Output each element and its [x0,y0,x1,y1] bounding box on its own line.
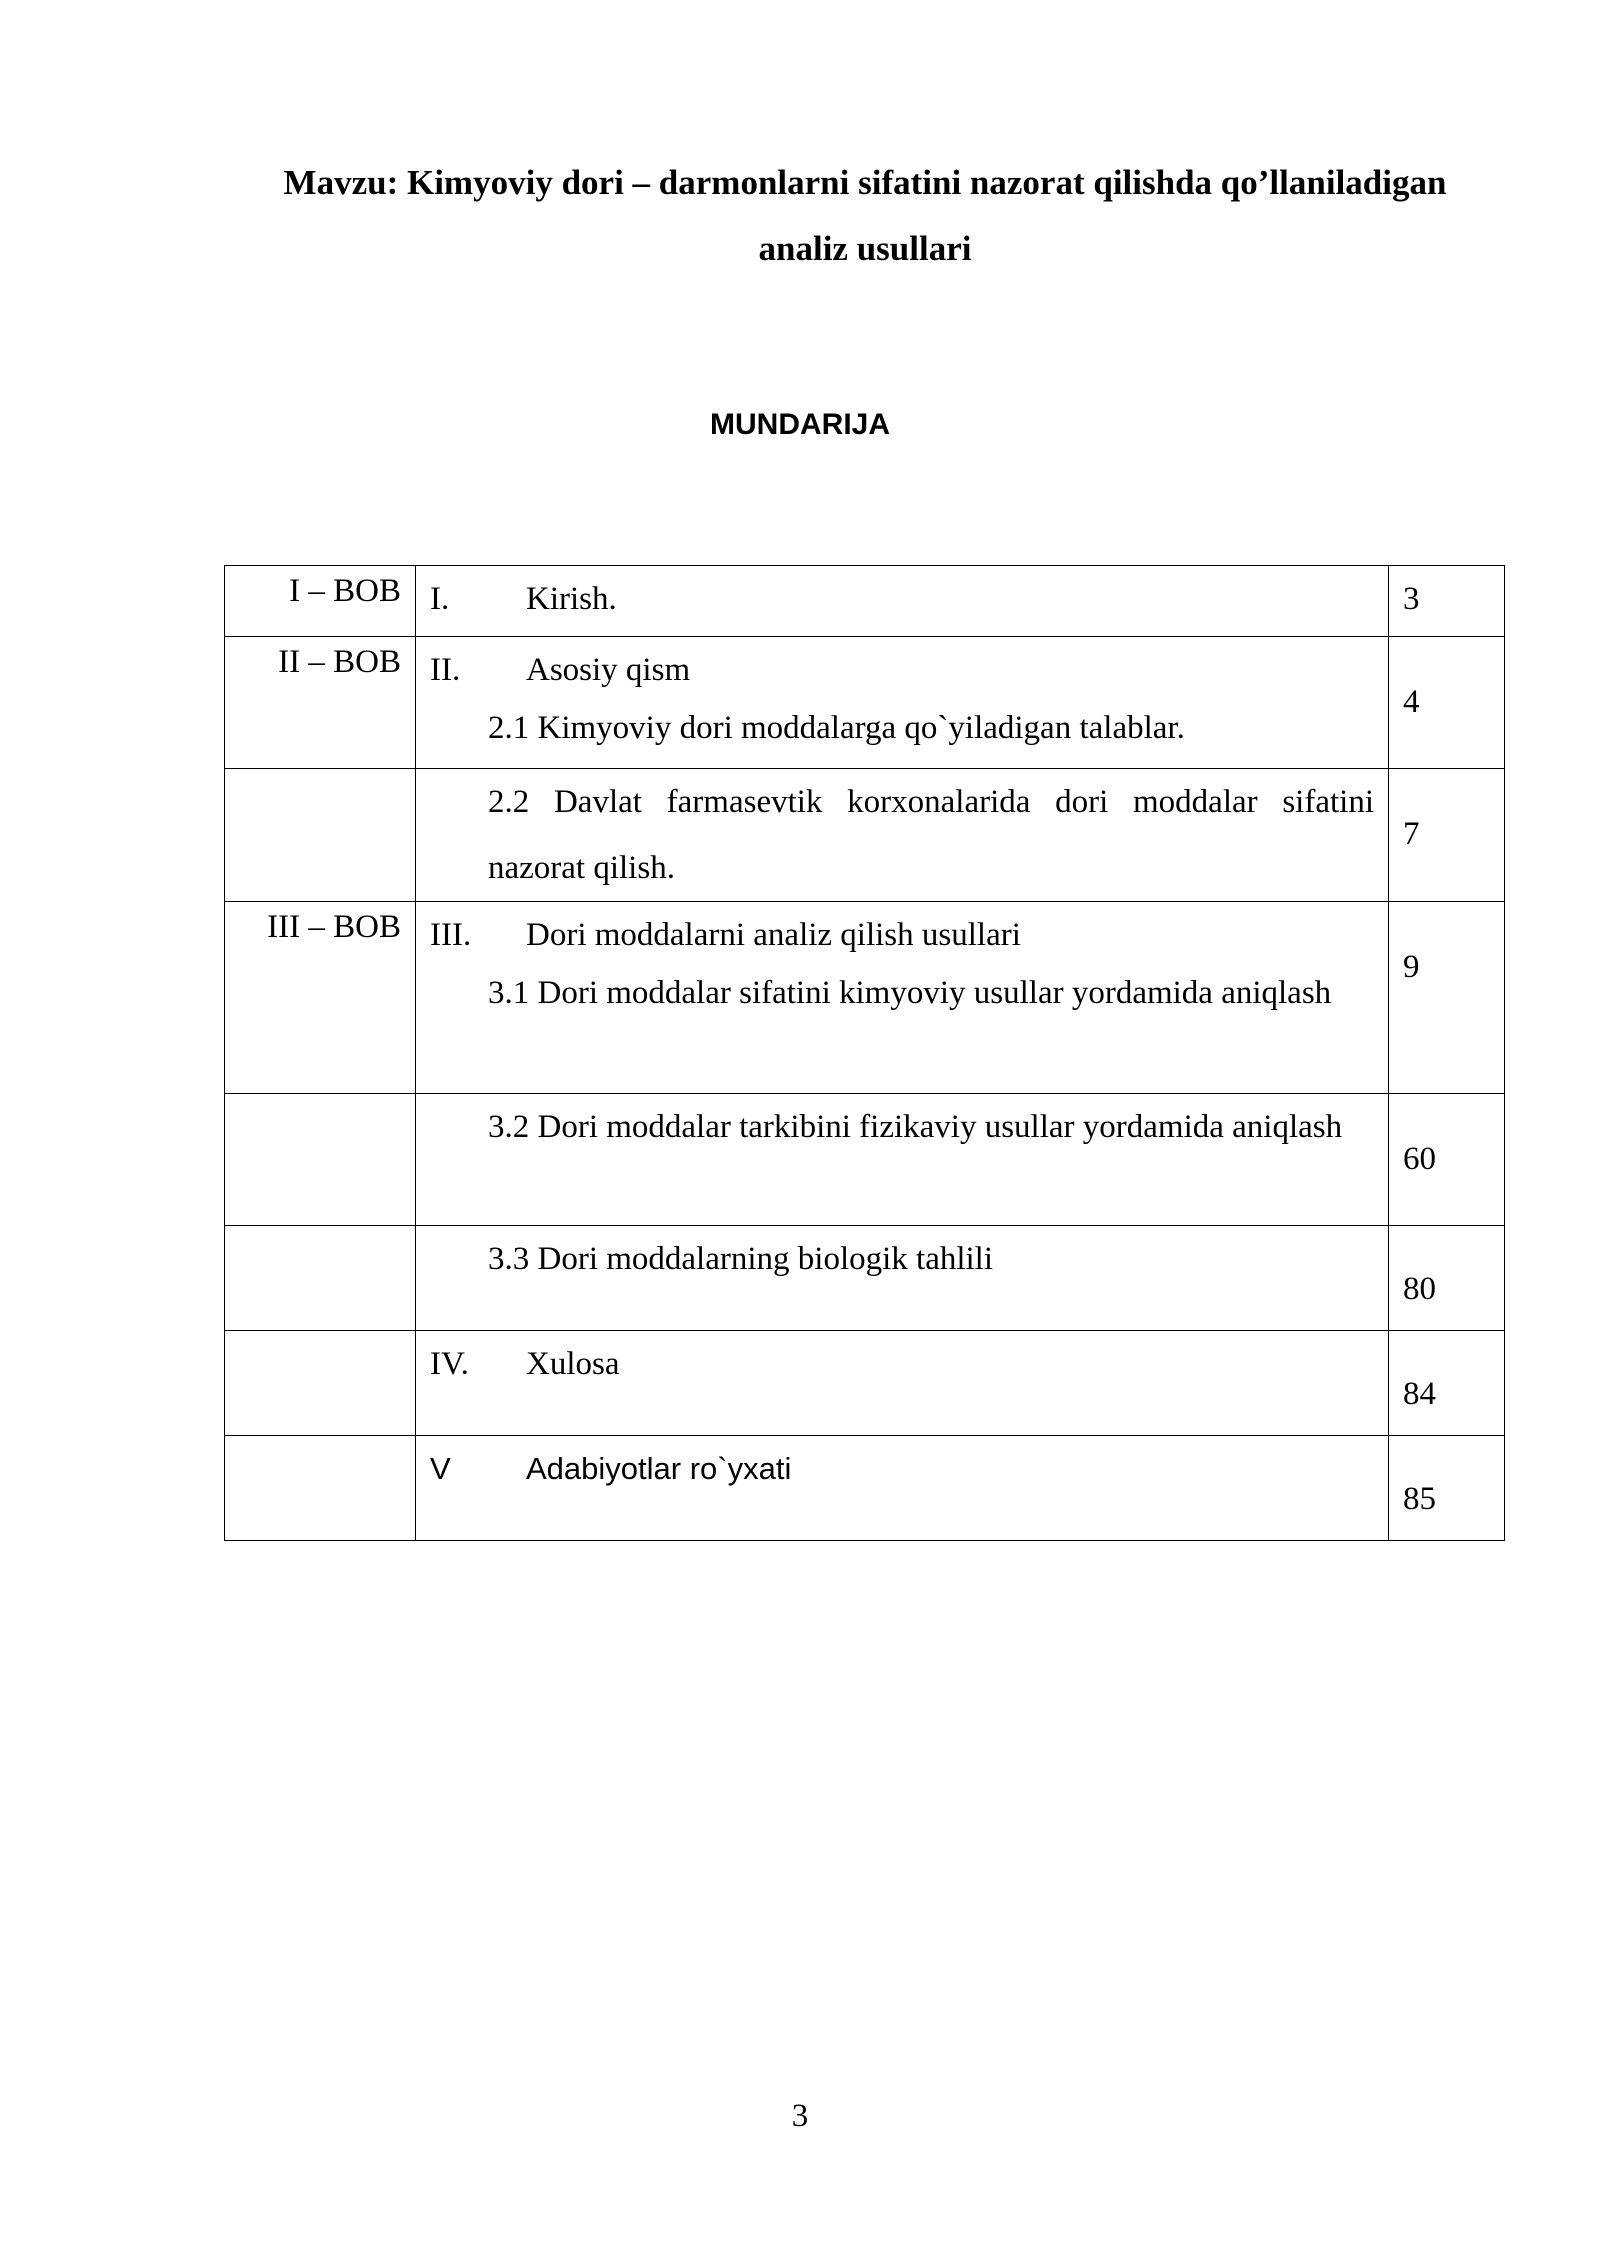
toc-entry[interactable] [416,769,1389,902]
toc-entry-text: Kirish. [526,581,617,617]
document-title-line-1: Mavzu: Kimyoviy dori – darmonlarni sifatini nazorat qilishda qo’llaniladigan [283,163,1447,202]
toc-subentry: 2.1 Kimyoviy dori moddalarga qo`yiladigan talablar. [488,710,1185,746]
toc-page-number: 3 [1403,581,1420,617]
toc-page-cell [1389,566,1505,637]
toc-entry[interactable] [416,1331,1389,1436]
toc-page-number: 60 [1403,1141,1436,1177]
toc-entry[interactable] [416,1226,1389,1331]
toc-page-number: 84 [1403,1376,1436,1412]
toc-row [225,1226,1505,1331]
toc-page-cell [1389,1094,1505,1226]
toc-subentry: 3.1 Dori moddalar sifatini kimyoviy usullar yordamida aniqlash [488,975,1332,1011]
toc-entry-number: IV. [430,1346,469,1382]
toc-entry-text: Dori moddalarni analiz qilish usullari [526,917,1021,953]
toc-entry-text: Asosiy qism [526,652,691,688]
toc-page-cell [1389,1436,1505,1541]
toc-page-cell [1389,1226,1505,1331]
toc-row [225,1436,1505,1541]
toc-page-number: 9 [1403,949,1420,985]
toc-chapter-label [225,1094,416,1226]
toc-entry-text: Adabiyotlar ro`yxati [526,1451,792,1486]
toc-page-cell [1389,902,1505,1094]
toc-page-cell [1389,769,1505,902]
toc-page-cell [1389,1331,1505,1436]
toc-entry-number: II. [430,652,461,688]
toc-chapter-label [225,1436,416,1541]
table-of-contents [224,565,1505,1541]
toc-entry-number: V [430,1451,451,1486]
toc-page-number: 4 [1403,684,1420,720]
toc-page-number: 85 [1403,1481,1436,1517]
page-number: 3 [791,2098,809,2134]
toc-chapter-label [225,1226,416,1331]
toc-subentry: 3.3 Dori moddalarning biologik tahlili [488,1241,994,1277]
toc-page-number: 80 [1403,1271,1436,1307]
toc-chapter-label [225,1331,416,1436]
toc-entry[interactable] [416,566,1389,637]
toc-row [225,566,1505,637]
toc-chapter-label: II – BOB [225,637,416,769]
toc-entry[interactable] [416,1094,1389,1226]
toc-entry[interactable] [416,1436,1389,1541]
toc-row [225,902,1505,1094]
toc-subentry: 2.2 Davlat farmasevtik korxonalarida dori moddalar sifatini nazorat qilish. [488,784,1374,886]
toc-entry-number: I. [430,581,450,617]
document-title-line-2: analiz usullari [758,229,972,268]
toc-chapter-label [225,769,416,902]
toc-row [225,1094,1505,1226]
toc-entry-number: III. [430,917,472,953]
toc-entry[interactable] [416,637,1389,769]
toc-heading: MUNDARIJA [710,408,890,441]
toc-chapter-label: I – BOB [225,566,416,637]
toc-entry-text: Xulosa [526,1346,620,1382]
toc-row [225,637,1505,769]
toc-page-cell [1389,637,1505,769]
toc-row [225,1331,1505,1436]
toc-row [225,769,1505,902]
toc-entry[interactable] [416,902,1389,1094]
toc-page-number: 7 [1403,816,1420,852]
document-title [225,150,1505,282]
toc-chapter-label: III – BOB [225,902,416,1094]
toc-subentry: 3.2 Dori moddalar tarkibini fizikaviy usullar yordamida aniqlash [488,1109,1343,1145]
